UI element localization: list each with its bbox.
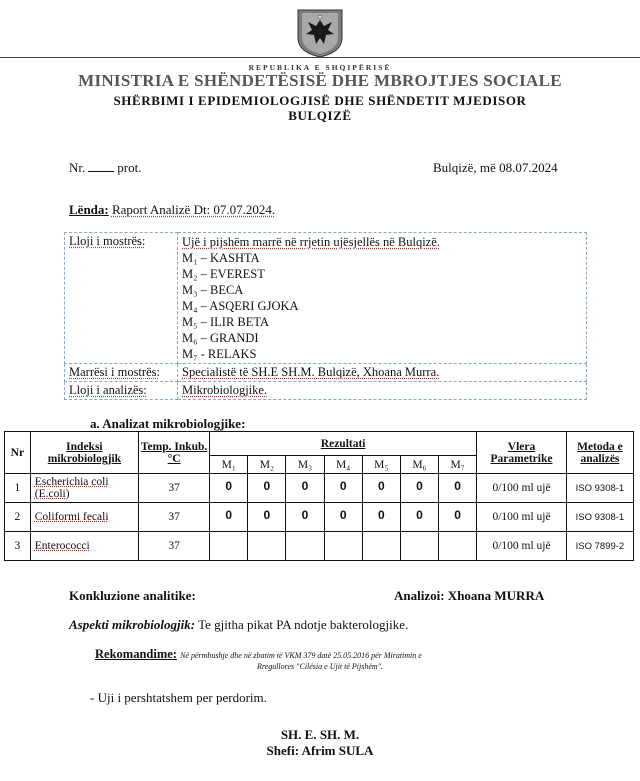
row-nr: 1 xyxy=(5,474,31,503)
sample-item xyxy=(182,330,582,346)
col-index: Indeksi mikrobiologjik xyxy=(47,440,122,465)
microbiological-aspect xyxy=(69,617,408,633)
sample-item xyxy=(182,266,582,282)
row-value xyxy=(286,532,324,561)
row-value: 0 xyxy=(324,503,362,532)
sample-item xyxy=(182,250,582,266)
section-title: a. Analizat mikrobiologjike: xyxy=(90,416,246,431)
sample-code: M₇ xyxy=(182,347,198,361)
row-nr: 3 xyxy=(5,532,31,561)
sample-col-header: M₅ xyxy=(362,456,400,474)
nr-blank xyxy=(88,162,114,172)
table-row xyxy=(5,474,634,503)
col-param: Vlera Parametrike xyxy=(490,440,553,465)
recommendation-text-2: Rregullores "Cilësia e Ujit të Pijshëm". xyxy=(256,662,384,671)
subject-line xyxy=(69,202,275,218)
recommendation-label: Rekomandime: xyxy=(95,647,177,661)
signature-org: SH. E. SH. M. xyxy=(280,727,360,742)
row-value xyxy=(210,532,248,561)
aspect-label: Aspekti mikrobiologjik: xyxy=(69,617,196,632)
row-value: 0 xyxy=(439,503,477,532)
row-value: 0 xyxy=(439,474,477,503)
row-temp: 37 xyxy=(139,532,210,561)
row-value xyxy=(400,532,438,561)
row-value: 0 xyxy=(362,503,400,532)
sample-col-header: M₃ xyxy=(286,456,324,474)
sample-code: M₁ xyxy=(182,251,198,265)
sample-col-header: M₁ xyxy=(210,456,248,474)
ministry-heading: MINISTRIA E SHËNDETËSISË DHE MBROJTJES SOCIALE xyxy=(78,71,562,90)
subject-label: Lënda: xyxy=(69,202,109,217)
row-value xyxy=(248,532,286,561)
row-value: 0 xyxy=(210,503,248,532)
service-heading: SHËRBIMI I EPIDEMIOLOGJISË DHE SHËNDETIT MJEDISOR xyxy=(113,93,527,108)
row-value xyxy=(439,532,477,561)
row-param: 0/100 ml ujë xyxy=(477,532,567,561)
sample-item xyxy=(182,298,582,314)
col-nr: Nr xyxy=(5,432,31,474)
header-divider xyxy=(0,57,640,58)
recommendation-bullet: - Uji i pershtatshem per perdorim. xyxy=(90,690,267,705)
analysis-type-value: Mikrobiologjike. xyxy=(182,383,268,397)
sample-code: M₅ xyxy=(182,315,198,329)
sample-name: - RELAKS xyxy=(197,347,257,361)
sample-code: M₆ xyxy=(182,331,198,345)
row-value xyxy=(362,532,400,561)
row-param: 0/100 ml ujë xyxy=(477,503,567,532)
sample-item xyxy=(182,314,582,330)
col-results: Rezultati xyxy=(320,437,366,450)
row-value: 0 xyxy=(286,503,324,532)
row-index: Escherichia coli (E.coli) xyxy=(30,474,138,503)
row-nr: 2 xyxy=(5,503,31,532)
col-temp: Temp. Inkub. °C xyxy=(140,440,208,465)
nr-label: Nr. xyxy=(69,160,86,175)
analysis-type-label: Lloji i analizës: xyxy=(69,383,147,397)
sampler-value: Specialistë të SH.E SH.M. Bulqizë, Xhoana Murra. xyxy=(182,365,440,379)
row-index: Coliformi fecali xyxy=(30,503,138,532)
sample-item xyxy=(182,282,582,298)
sample-info-table xyxy=(64,232,587,400)
aspect-text: Te gjitha pikat PA ndotje bakterologjike. xyxy=(198,617,409,632)
row-param: 0/100 ml ujë xyxy=(477,474,567,503)
recommendation-text-1: Në përmbushje dhe në zbatim të VKM 379 datë 25.05.2016 për Miratimin e xyxy=(180,651,422,660)
row-temp: 37 xyxy=(139,503,210,532)
row-method: ISO 9308-1 xyxy=(566,474,633,503)
protocol-number xyxy=(69,160,141,176)
row-value: 0 xyxy=(362,474,400,503)
row-index: Enterococci xyxy=(30,532,138,561)
row-value xyxy=(324,532,362,561)
row-value: 0 xyxy=(400,474,438,503)
row-value: 0 xyxy=(248,474,286,503)
col-method: Metoda e analizës xyxy=(577,440,623,465)
sample-code: M₃ xyxy=(182,283,198,297)
row-value: 0 xyxy=(248,503,286,532)
row-value: 0 xyxy=(324,474,362,503)
republic-heading: REPUBLIKA E SHQIPËRISË xyxy=(248,63,392,72)
sampler-label: Marrësi i mostrës: xyxy=(69,365,160,379)
sample-col-header: M₇ xyxy=(439,456,477,474)
sample-name: – BECA xyxy=(197,283,244,297)
results-table xyxy=(4,431,634,561)
conclusion-label: Konkluzione analitike: xyxy=(69,588,196,603)
signature-chief: Shefi: Afrim SULA xyxy=(266,743,374,758)
row-method: ISO 9308-1 xyxy=(566,503,633,532)
sample-name: – ILIR BETA xyxy=(197,315,270,329)
row-value: 0 xyxy=(400,503,438,532)
analyst-name: Analizoi: Xhoana MURRA xyxy=(394,588,545,603)
coat-of-arms-emblem xyxy=(294,8,346,58)
sample-item xyxy=(182,346,582,362)
subject-text: Raport Analizë Dt: 07.07.2024. xyxy=(111,202,276,217)
table-row xyxy=(5,503,634,532)
town-heading: BULQIZË xyxy=(288,108,352,123)
sample-name: – KASHTA xyxy=(197,251,260,265)
recommendation xyxy=(95,647,422,662)
sample-code: M₄ xyxy=(182,299,198,313)
prot-label: prot. xyxy=(117,160,142,175)
document-date: Bulqizë, më 08.07.2024 xyxy=(433,160,558,175)
sample-col-header: M₄ xyxy=(324,456,362,474)
sample-col-header: M₂ xyxy=(248,456,286,474)
row-value: 0 xyxy=(286,474,324,503)
row-value: 0 xyxy=(210,474,248,503)
sample-name: – ASQERI GJOKA xyxy=(197,299,299,313)
row-method: ISO 7899-2 xyxy=(566,532,633,561)
sample-col-header: M₆ xyxy=(400,456,438,474)
row-temp: 37 xyxy=(139,474,210,503)
sample-name: – EVEREST xyxy=(197,267,265,281)
sample-name: – GRANDI xyxy=(197,331,259,345)
type-label: Lloji i mostrës: xyxy=(69,234,146,248)
sample-code: M₂ xyxy=(182,267,198,281)
type-description: Ujë i pijshëm marrë në rrjetin ujësjellës në Bulqizë. xyxy=(182,235,440,249)
table-row xyxy=(5,532,634,561)
sample-list xyxy=(182,250,582,362)
